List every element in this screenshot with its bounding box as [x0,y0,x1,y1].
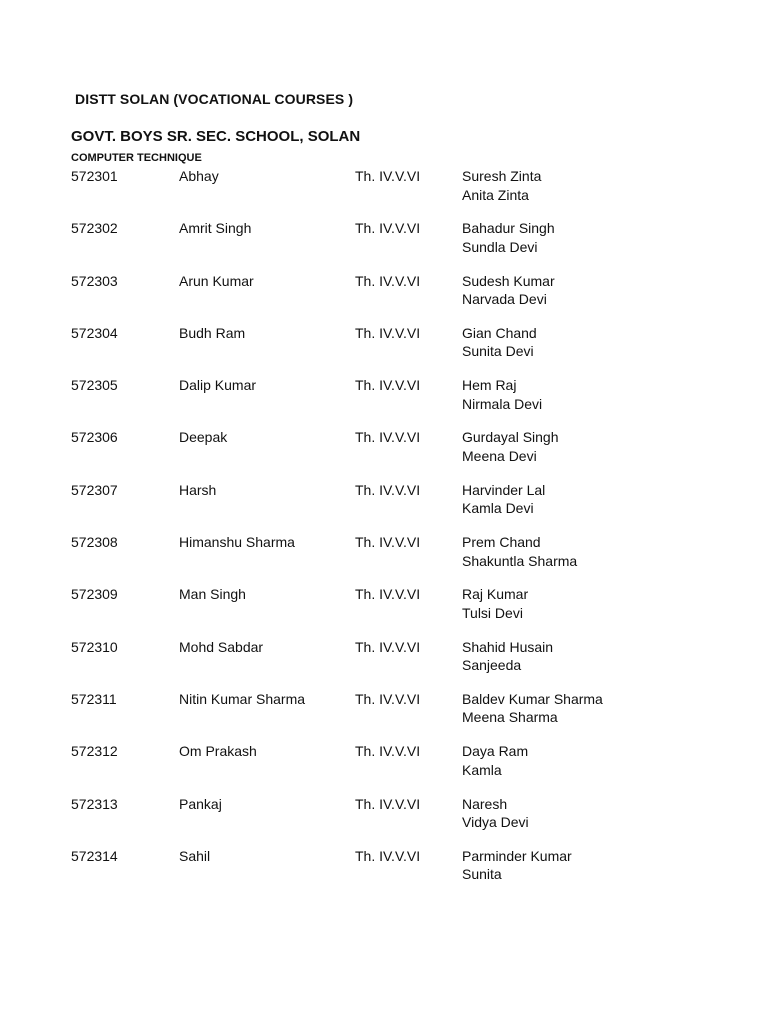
student-name: Mohd Sabdar [179,638,264,655]
roll-number: 572310 [71,638,118,655]
subjects: Th. IV.V.VI [355,586,421,603]
roll-number: 572308 [71,534,118,551]
student-name: Himanshu Sharma [179,534,295,551]
student-row [0,219,768,271]
mother-name: Vidya Devi [462,814,529,831]
student-row [0,376,768,428]
mother-name: Kamla Devi [462,500,534,517]
mother-name: Meena Sharma [462,709,558,726]
father-name: Shahid Husain [462,638,554,655]
parents [462,690,603,727]
father-name: Raj Kumar [462,586,529,603]
roll-number: 572313 [71,795,118,812]
mother-name: Nirmala Devi [462,395,543,412]
student-name: Abhay [179,168,219,184]
parents [462,795,529,832]
student-name: Harsh [179,481,217,498]
mother-name: Anita Zinta [462,186,529,203]
subjects: Th. IV.V.VI [355,638,421,655]
subjects: Th. IV.V.VI [355,690,421,707]
student-row [0,638,768,690]
student-name: Pankaj [179,795,222,812]
father-name: Prem Chand [462,534,541,551]
student-row [0,324,768,376]
father-name: Baldev Kumar Sharma [462,690,603,707]
school-name: GOVT. BOYS SR. SEC. SCHOOL, SOLAN [71,128,361,145]
student-row [0,428,768,480]
parents [462,167,541,204]
student-name: Man Singh [179,586,246,603]
parents [462,324,537,361]
student-name: Amrit Singh [179,220,252,237]
mother-name: Sunita Devi [462,343,534,360]
roll-number: 572306 [71,429,118,446]
student-row [0,533,768,585]
subjects: Th. IV.V.VI [355,429,421,446]
mother-name: Sundla Devi [462,238,538,255]
father-name: Bahadur Singh [462,220,555,237]
subjects: Th. IV.V.VI [355,534,421,551]
father-name: Harvinder Lal [462,481,546,498]
father-name: Hem Raj [462,377,517,394]
mother-name: Meena Devi [462,447,537,464]
parents [462,428,559,465]
subjects: Th. IV.V.VI [355,220,421,237]
parents [462,585,528,622]
student-row [0,795,768,847]
subjects: Th. IV.V.VI [355,481,421,498]
father-name: Parminder Kumar [462,847,572,864]
father-name: Gurdayal Singh [462,429,559,446]
mother-name: Sunita [462,866,502,883]
student-row [0,690,768,742]
parents [462,847,572,884]
student-name: Sahil [179,847,211,864]
roll-number: 572309 [71,586,118,603]
roll-number: 572314 [71,847,118,864]
roll-number: 572311 [71,690,117,707]
father-name: Daya Ram [462,743,529,760]
student-name: Dalip Kumar [179,377,257,394]
subjects: Th. IV.V.VI [355,377,421,394]
roll-number: 572305 [71,377,118,394]
parents [462,638,553,675]
student-roster [0,167,768,899]
student-row [0,272,768,324]
subjects: Th. IV.V.VI [355,324,421,341]
roll-number: 572304 [71,324,118,341]
student-row [0,742,768,794]
roll-number: 572312 [71,743,118,760]
parents [462,481,545,518]
student-row [0,167,768,219]
subjects: Th. IV.V.VI [355,743,421,760]
student-name: Budh Ram [179,324,246,341]
parents [462,376,542,413]
roll-number: 572302 [71,220,118,237]
student-row [0,847,768,899]
roll-number: 572301 [71,168,118,184]
student-name: Deepak [179,429,228,446]
father-name: Sudesh Kumar [462,272,555,289]
student-row [0,481,768,533]
parents [462,533,577,570]
student-name: Nitin Kumar Sharma [179,690,306,707]
mother-name: Shakuntla Sharma [462,552,578,569]
mother-name: Tulsi Devi [462,604,523,621]
mother-name: Sanjeeda [462,657,522,674]
student-name: Arun Kumar [179,272,254,289]
father-name: Gian Chand [462,324,537,341]
student-row [0,585,768,637]
parents [462,272,555,309]
mother-name: Kamla [462,761,502,778]
father-name: Naresh [462,795,508,812]
course-name: COMPUTER TECHNIQUE [71,152,202,164]
subjects: Th. IV.V.VI [355,272,421,289]
parents [462,219,555,256]
roll-number: 572307 [71,481,118,498]
mother-name: Narvada Devi [462,291,547,308]
father-name: Suresh Zinta [462,168,542,184]
parents [462,742,528,779]
roll-number: 572303 [71,272,118,289]
subjects: Th. IV.V.VI [355,847,421,864]
document-title: DISTT SOLAN (VOCATIONAL COURSES ) [75,91,354,107]
subjects: Th. IV.V.VI [355,795,421,812]
student-name: Om Prakash [179,743,257,760]
subjects: Th. IV.V.VI [355,168,421,184]
